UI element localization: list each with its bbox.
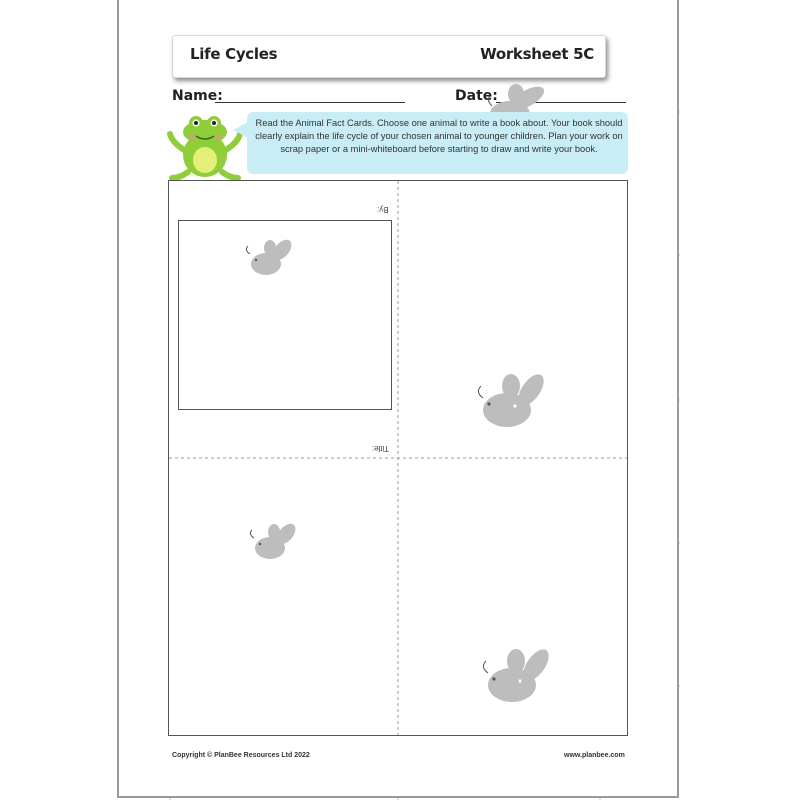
instructions-text: Read the Animal Fact Cards. Choose one animal to write a book about. Your book should clearly explain the life cycle of your chosen animal to younger children. Plan your work on scrap paper or a mini-whiteboard before starting to draw and write your book. <box>255 118 623 154</box>
bee-icon <box>238 236 298 280</box>
bee-icon <box>242 520 302 564</box>
worksheet-number: Worksheet 5C <box>480 45 594 63</box>
name-label: Name: <box>172 88 223 104</box>
worksheet-title: Life Cycles <box>190 45 278 63</box>
website-link[interactable]: www.planbee.com <box>564 752 625 759</box>
date-label: Date: <box>455 88 498 104</box>
title-label: Title: <box>372 444 390 453</box>
by-label: By: <box>377 205 389 214</box>
bee-icon <box>465 370 555 434</box>
copyright-text: Copyright © PlanBee Resources Ltd 2022 <box>172 752 310 759</box>
bee-icon <box>470 645 560 709</box>
